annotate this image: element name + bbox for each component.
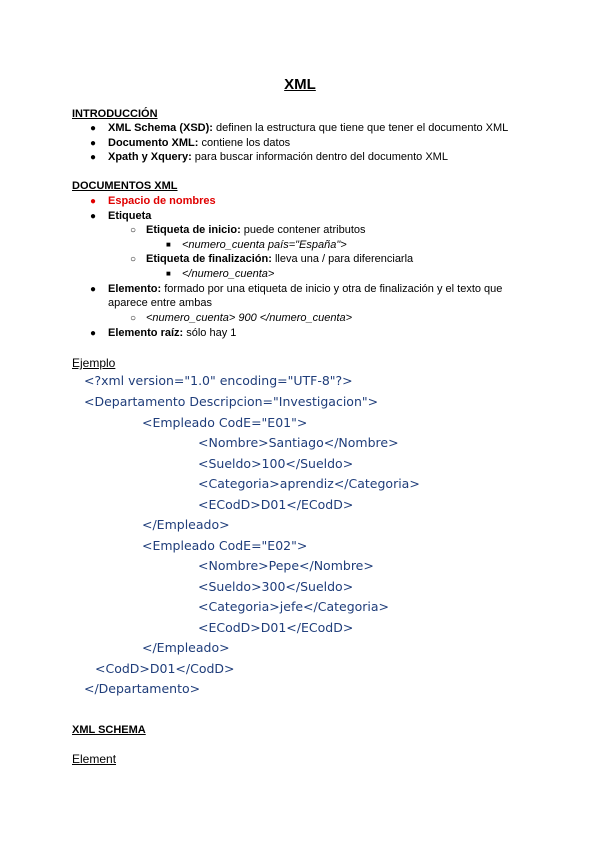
code-line: <ECodD>D01</ECodD> [198, 620, 354, 635]
bullet-circle-icon: ○ [130, 254, 137, 265]
namespace-item: Espacio de nombres [108, 195, 216, 207]
raiz-term: Elemento raíz: [108, 327, 184, 339]
code-line: <Categoria>jefe</Categoria> [198, 599, 390, 614]
elemento-example: <numero_cuenta> 900 </numero_cuenta> [146, 312, 353, 324]
raiz-text: sólo hay 1 [183, 327, 237, 339]
code-line: <Departamento Descripcion="Investigacion"> [84, 394, 379, 409]
etiqueta-inicio-example: <numero_cuenta país="España"> [182, 239, 347, 251]
code-line: </Departamento> [84, 681, 201, 696]
code-line: <Nombre>Pepe</Nombre> [198, 558, 374, 573]
intro-item-text: contiene los datos [198, 137, 291, 149]
intro-item-text: para buscar información dentro del documento XML [191, 151, 448, 163]
bullet-disc-icon: ● [90, 123, 97, 134]
elemento-term: Elemento: [108, 283, 162, 295]
intro-item [108, 137, 290, 150]
bullet-square-icon: ■ [166, 269, 171, 278]
bullet-disc-icon: ● [90, 196, 97, 207]
bullet-disc-icon: ● [90, 138, 97, 149]
intro-heading: INTRODUCCIÓN [72, 108, 158, 120]
elemento-text: formado por una etiqueta de inicio y otra de finalización y el texto que [161, 283, 503, 295]
bullet-circle-icon: ○ [130, 313, 137, 324]
bullet-disc-icon: ● [90, 152, 97, 163]
raiz-item [108, 327, 236, 340]
element-label: Element [72, 752, 117, 766]
code-line: </Empleado> [142, 640, 230, 655]
code-line: <CodD>D01</CodD> [95, 661, 235, 676]
code-line: </Empleado> [142, 517, 230, 532]
etiqueta-fin-item [146, 253, 413, 266]
elemento-text-cont: aparece entre ambas [108, 297, 212, 309]
ejemplo-label: Ejemplo [72, 356, 116, 370]
etiqueta-fin-term: Etiqueta de finalización: [146, 253, 272, 265]
intro-item-term: Xpath y Xquery: [108, 151, 192, 163]
code-line: <Categoria>aprendiz</Categoria> [198, 476, 420, 491]
intro-item-term: XML Schema (XSD): [108, 122, 213, 134]
code-line: <?xml version="1.0" encoding="UTF-8"?> [84, 373, 353, 388]
etiqueta-item: Etiqueta [108, 210, 152, 222]
code-line: <ECodD>D01</ECodD> [198, 497, 354, 512]
etiqueta-inicio-item [146, 224, 366, 237]
etiqueta-fin-text: lleva una / para diferenciarla [271, 253, 414, 265]
docs-heading: DOCUMENTOS XML [72, 180, 178, 192]
elemento-item [108, 283, 502, 296]
bullet-square-icon: ■ [166, 240, 171, 249]
etiqueta-fin-example: </numero_cuenta> [182, 268, 275, 280]
etiqueta-inicio-term: Etiqueta de inicio: [146, 224, 241, 236]
intro-item [108, 151, 448, 164]
code-line: <Empleado CodE="E01"> [142, 415, 308, 430]
intro-item [108, 122, 508, 135]
page-title: XML [284, 76, 316, 93]
intro-item-text: definen la estructura que tiene que tener el documento XML [212, 122, 509, 134]
intro-item-term: Documento XML: [108, 137, 199, 149]
schema-heading: XML SCHEMA [72, 724, 146, 736]
code-line: <Sueldo>100</Sueldo> [198, 456, 354, 471]
bullet-circle-icon: ○ [130, 225, 137, 236]
bullet-disc-icon: ● [90, 328, 97, 339]
etiqueta-inicio-text: puede contener atributos [240, 224, 366, 236]
code-line: <Empleado CodE="E02"> [142, 538, 308, 553]
bullet-disc-icon: ● [90, 211, 97, 222]
code-line: <Sueldo>300</Sueldo> [198, 579, 354, 594]
bullet-disc-icon: ● [90, 284, 97, 295]
code-line: <Nombre>Santiago</Nombre> [198, 435, 399, 450]
